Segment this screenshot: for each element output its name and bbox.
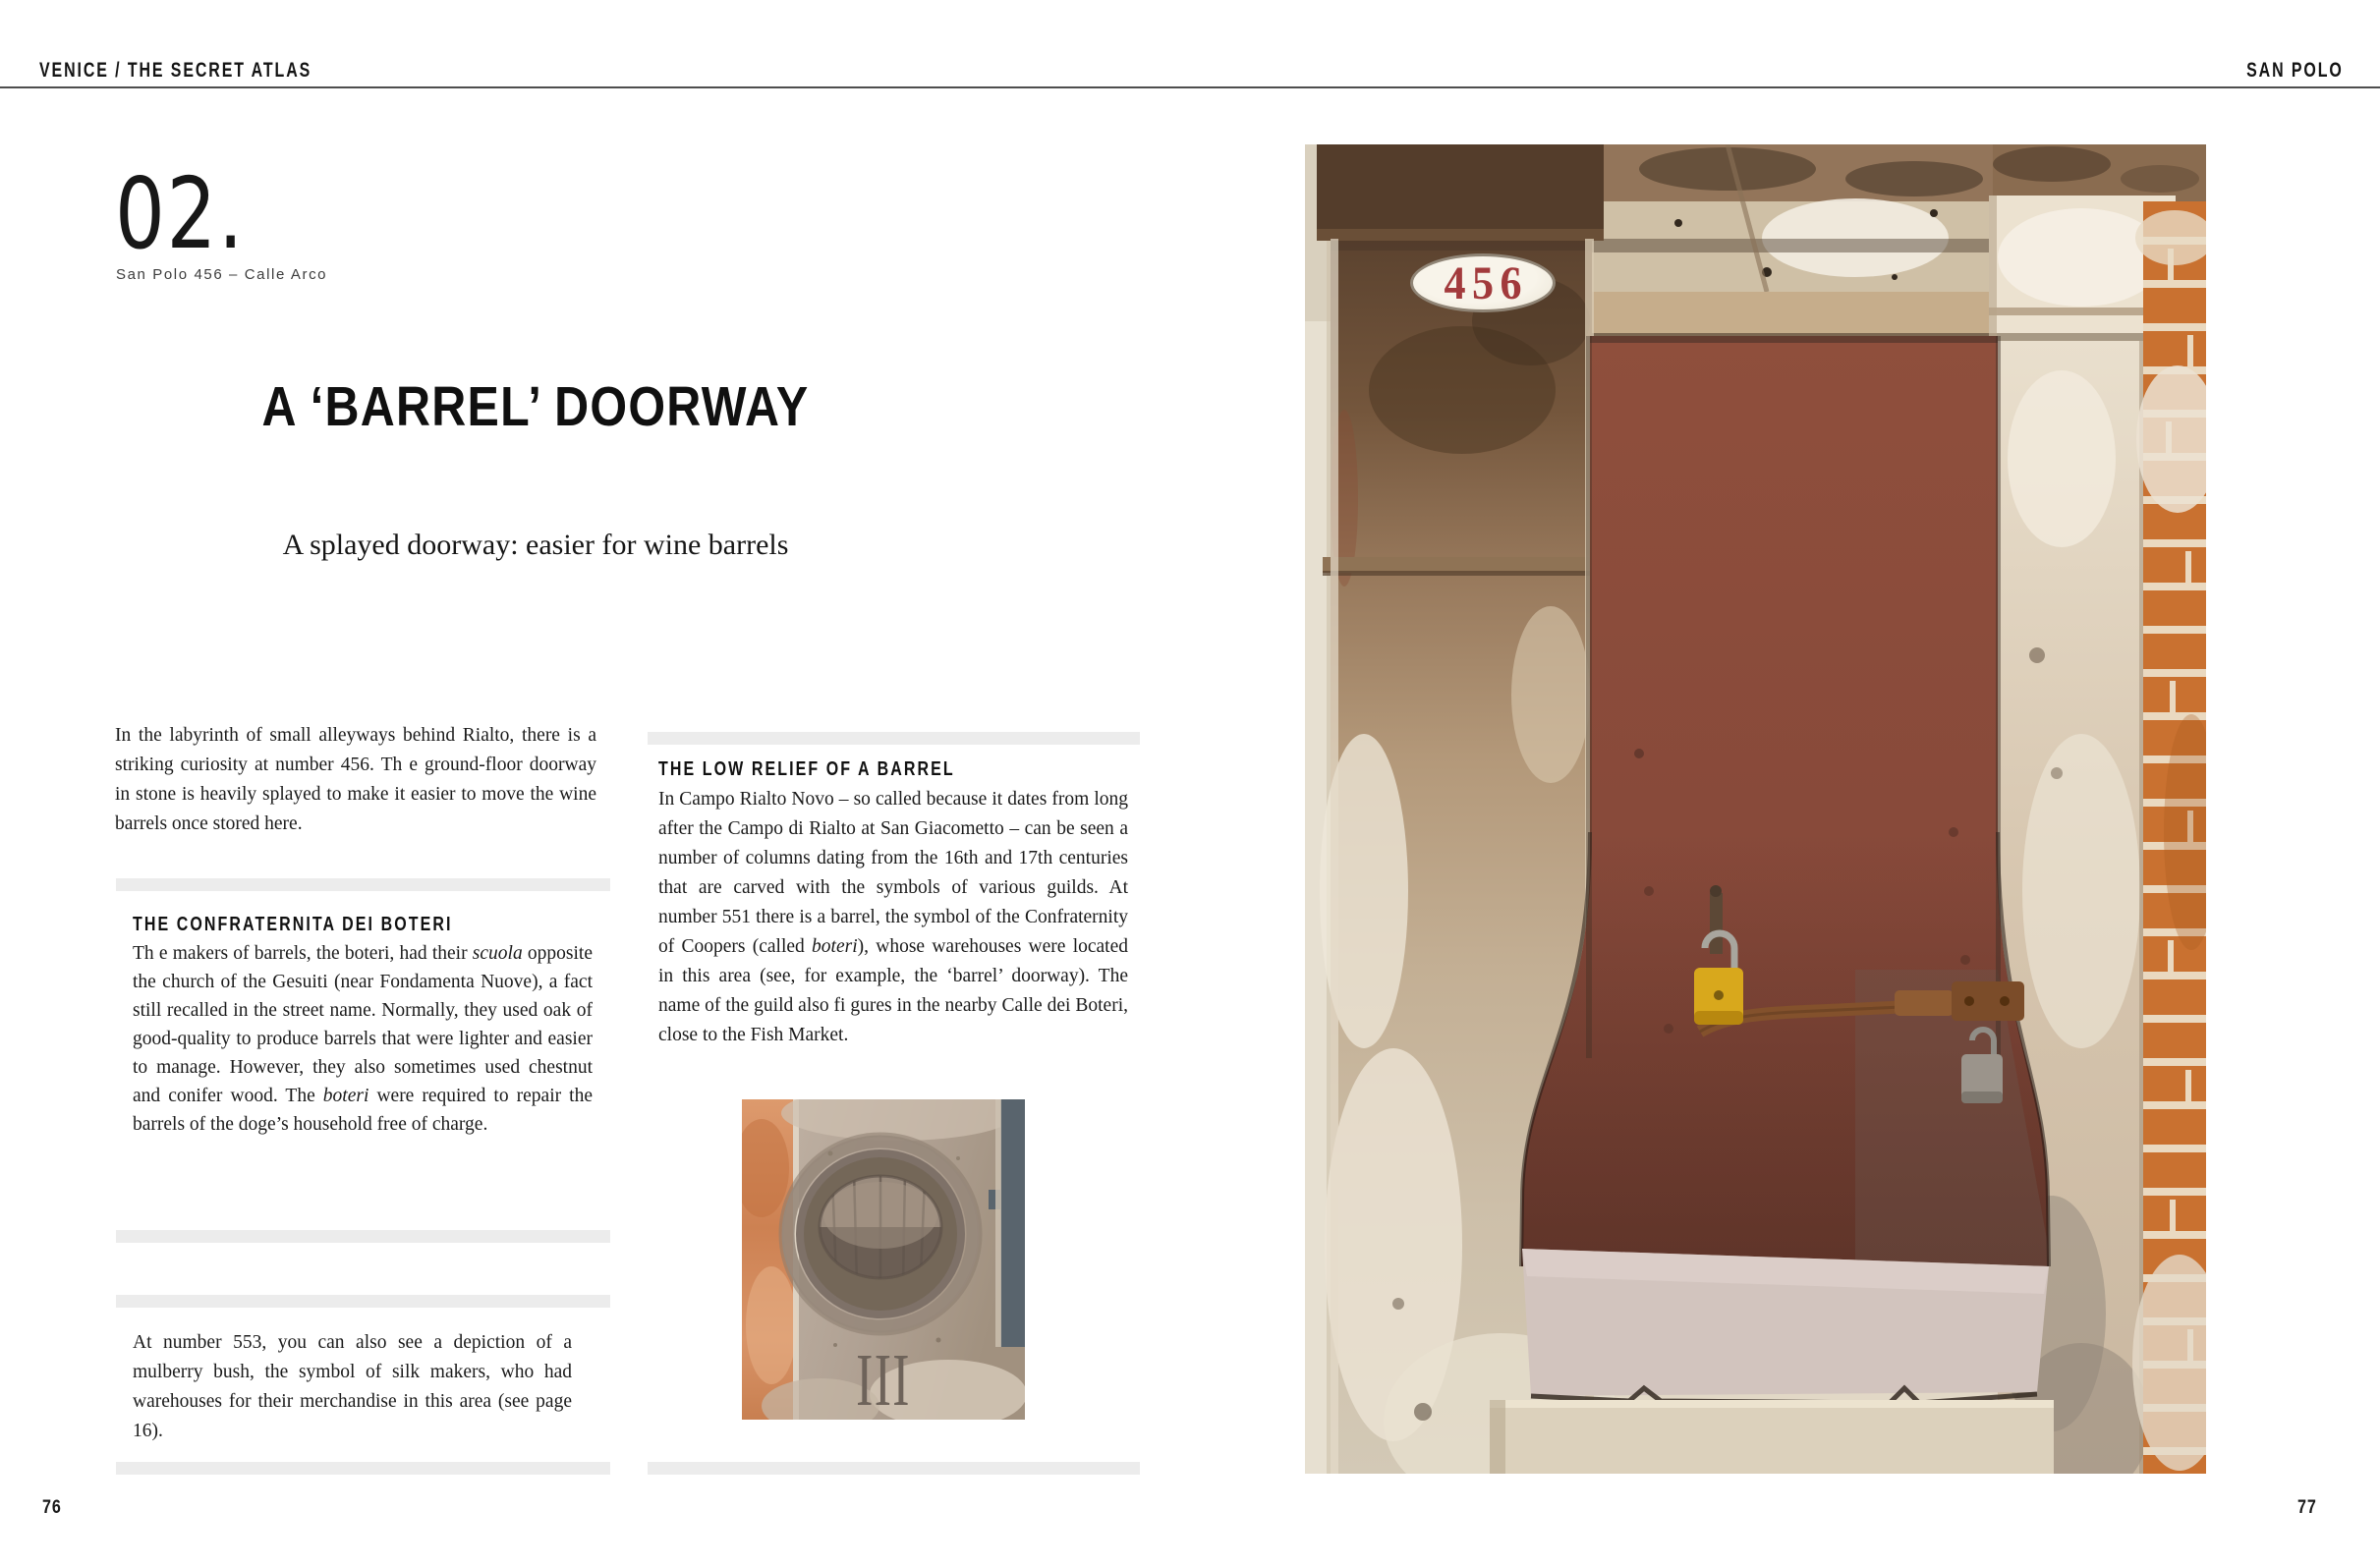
door-number-plaque (1410, 253, 1556, 312)
inset-photo (742, 1099, 1025, 1420)
section-divider-bar (648, 732, 1140, 745)
section-divider-bar (116, 878, 610, 891)
article-title-wrap (115, 374, 956, 439)
article-subtitle: A splayed doorway: easier for wine barrels (282, 529, 789, 561)
running-head-right: SAN POLO (2246, 59, 2344, 82)
page-number-right: 77 (2297, 1497, 2317, 1518)
section-divider-bar (116, 1462, 610, 1475)
entry-location: San Polo 456 – Calle Arco (116, 266, 328, 283)
section-body-low-relief: In Campo Rialto Novo – so called because it dates from long after the Campo di Rialto at San Giacometto – can be seen a number of columns dating from the 16th and 17th centuries that are carved with the symbols of various guilds. At number 551 there is a barrel, the symbol of the Confraternity of Coopers (called boteri), whose warehouses were located in this area (see, for example, the ‘barrel’ doorway). The name of the guild also fi gures in the nearby Calle dei Boteri, close to the Fish Market. (658, 789, 1128, 1045)
intro-paragraph: In the labyrinth of small alleyways behind Rialto, there is a striking curiosity at number 456. Th e ground-floor doorway in stone is heavily splayed to make it easier to move the wine barrels once stored here. (115, 725, 596, 834)
main-photo-art (1305, 144, 2206, 1474)
section-divider-bar (116, 1230, 610, 1243)
header-rule (0, 86, 2380, 88)
inset-carved-numeral: III (856, 1339, 911, 1420)
section-body-confraternita: Th e makers of barrels, the boteri, had their scuola opposite the church of the Gesuiti (near Fondamenta Nuove), a fact still recalled in the street name. Normally, they used oak of good-quality to produce barrels that were lighter and easier to manage. However, they also sometimes used chestnut and conifer wood. The boteri were required to repair the barrels of the doge’s household free of charge. (133, 943, 594, 1135)
note-paragraph: At number 553, you can also see a depiction of a mulberry bush, the symbol of silk makers, who had warehouses for their merchandise in this area (see page 16). (133, 1332, 572, 1441)
section-heading-confraternita: THE CONFRATERNITA DEI BOTERI (133, 914, 453, 935)
section-divider-bar (648, 1462, 1140, 1475)
door-number: 456 (1444, 256, 1528, 309)
entry-number: 02. (115, 156, 246, 271)
section-divider-bar (116, 1295, 610, 1308)
main-photo (1305, 144, 2206, 1474)
running-head-left: VENICE / THE SECRET ATLAS (39, 59, 312, 82)
article-title: A ‘BARREL’ DOORWAY (261, 375, 810, 438)
article-subtitle-wrap (115, 529, 956, 562)
section-heading-low-relief: THE LOW RELIEF OF A BARREL (658, 758, 955, 780)
page-number-left: 76 (42, 1497, 62, 1518)
door-hinge-strap (1710, 885, 1723, 954)
